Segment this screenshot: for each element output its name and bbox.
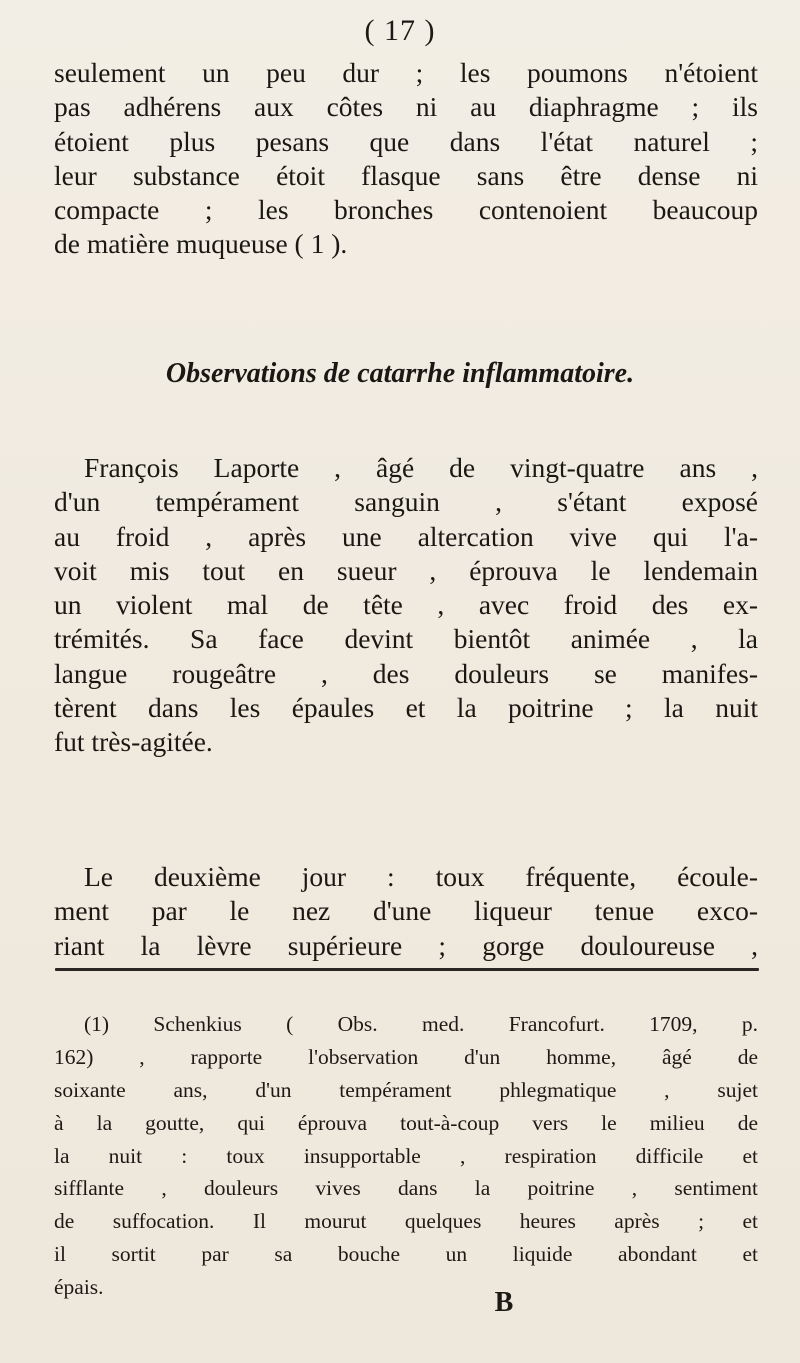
text-line: d'un tempérament sanguin , s'étant exposé	[54, 486, 758, 518]
text-line: voit mis tout en sueur , éprouva le lendemain	[54, 554, 758, 586]
text-line: seulement un peu dur ; les poumons n'étoient	[54, 57, 758, 88]
text-line: Le deuxième jour : toux fréquente, écoule-	[84, 861, 758, 892]
footnote-line: (1) Schenkius ( Obs. med. Francofurt. 1709, p.	[84, 1012, 758, 1036]
paragraph-one	[54, 451, 758, 760]
footnote-divider	[55, 968, 759, 971]
text-line: trémités. Sa face devint bientôt animée , la	[54, 623, 758, 655]
footnote-line: à la goutte, qui éprouva tout-à-coup vers le milieu de	[54, 1110, 758, 1135]
paragraph-two	[54, 860, 758, 963]
page-number: ( 17 )	[364, 14, 436, 47]
footnote-line: 162) , rapporte l'observation d'un homme, âgé de	[54, 1044, 758, 1069]
footnote-line: soixante ans, d'un tempérament phlegmatique , sujet	[54, 1077, 758, 1102]
text-line: François Laporte , âgé de vingt-quatre ans ,	[84, 452, 758, 483]
footnote-line: de suffocation. Il mourut quelques heures après ; et	[54, 1209, 758, 1234]
text-line: étoient plus pesans que dans l'état naturel ;	[54, 125, 758, 157]
footnote-line: il sortit par sa bouche un liquide abondant et	[54, 1242, 758, 1267]
text-line: ment par le nez d'une liqueur tenue exco-	[54, 895, 758, 927]
top-paragraph	[54, 56, 758, 262]
text-line: au froid , après une altercation vive qui l'a-	[54, 520, 758, 552]
footnote-line: la nuit : toux insupportable , respiration difficile et	[54, 1143, 758, 1168]
footnote	[54, 1008, 758, 1304]
text-line: pas adhérens aux côtes ni au diaphragme ; ils	[54, 91, 758, 123]
text-line: tèrent dans les épaules et la poitrine ; la nuit	[54, 692, 758, 724]
text-line: fut très-agitée.	[54, 726, 213, 758]
text-line: un violent mal de tête , avec froid des ex-	[54, 589, 758, 621]
section-heading: Observations de catarrhe inflammatoire.	[165, 358, 635, 389]
text-line: leur substance étoit flasque sans être dense ni	[54, 159, 758, 191]
text-line: compacte ; les bronches contenoient beaucoup	[54, 194, 758, 226]
footnote-line: sifflante , douleurs vives dans la poitrine , sentiment	[54, 1176, 758, 1201]
text-line: de matière muqueuse ( 1 ).	[54, 228, 348, 260]
text-line: langue rougeâtre , des douleurs se manifes-	[54, 657, 758, 689]
text-line: riant la lèvre supérieure ; gorge douloureuse ,	[54, 929, 758, 961]
signature-mark: B	[494, 1287, 514, 1318]
footnote-line: épais.	[54, 1275, 104, 1300]
